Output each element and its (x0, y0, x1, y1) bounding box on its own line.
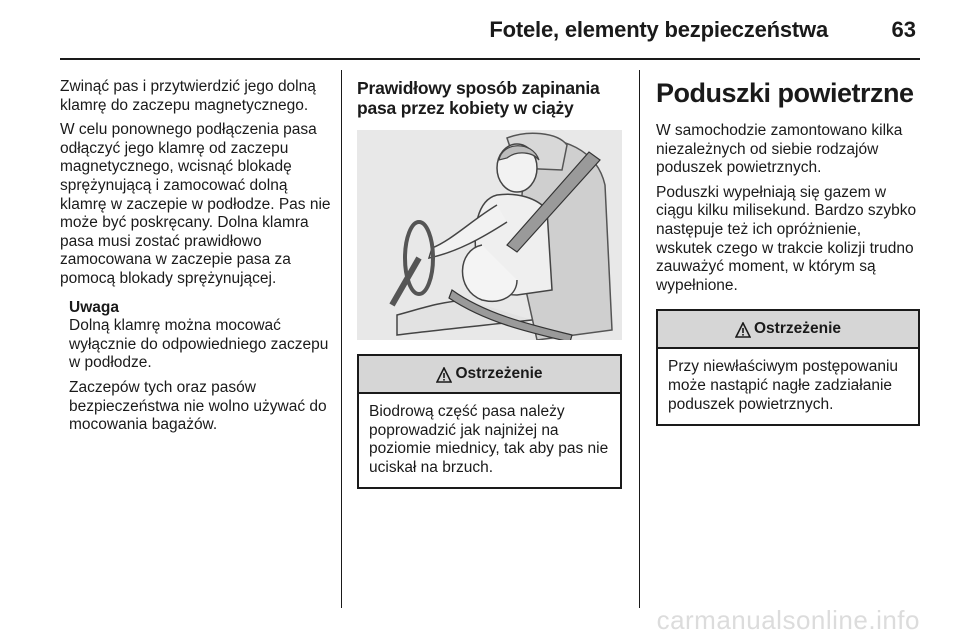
page-header (60, 0, 920, 60)
column-divider (639, 70, 640, 608)
warning-text: Biodrową część pasa należy poprowadzić jak najniżej na poziomie miednicy, tak aby pas nie uciskał na brzuch. (369, 403, 609, 476)
note-paragraph: Dolną klamrę można mocować wyłącznie do odpowiedniego zaczepu w podłodze. (69, 317, 329, 372)
pregnant-seatbelt-illustration (357, 130, 622, 340)
paragraph: Poduszki wypełniają się gazem w ciągu kilku milisekund. Bardzo szybko następuje też ich opróżnienie, wskutek czego w trakcie kolizji trudno zauważyć moment, w którym są wypełnione. (656, 183, 917, 294)
warning-title: Ostrzeżenie (753, 320, 841, 338)
column-middle (357, 78, 622, 489)
warning-header (359, 356, 620, 394)
paragraph: W samochodzie zamontowano kilka niezależnych od siebie rodzajów poduszek powietrznych. (656, 122, 903, 177)
warning-triangle-icon (436, 367, 452, 383)
warning-title: Ostrzeżenie (455, 364, 543, 382)
column-left (60, 78, 336, 441)
column-divider (341, 70, 342, 608)
warning-box (656, 309, 920, 426)
warning-text: Przy niewłaściwym postępowaniu może nastąpić nagłe zadziałanie poduszek powietrznych. (668, 358, 899, 413)
paragraph: Zwinąć pas i przytwierdzić jego dolną klamrę do zaczepu magnetycznego. (60, 78, 316, 114)
section-heading: Poduszki powietrzne (656, 78, 914, 108)
section-heading: Prawidłowy sposób zapinania pasa przez kobiety w ciąży (357, 78, 600, 118)
warning-box (357, 354, 622, 489)
section-title: Fotele, elementy bezpieczeństwa (489, 17, 828, 42)
illustration-drawing (357, 130, 622, 340)
watermark: carmanualsonline.info (656, 605, 920, 635)
note-paragraph: Zaczepów tych oraz pasów bezpieczeństwa nie wolno używać do mocowania bagażów. (69, 378, 327, 434)
column-right (656, 78, 920, 426)
warning-triangle-icon (735, 322, 751, 338)
paragraph: W celu ponownego podłączenia pasa odłączyć jego klamrę od zaczepu magnetycznego, wcisnąć blokadę sprężynującą i zamocować dolną klamrę w zaczepie w podłodze. Pas nie może być poskręcany. Dolna klamra pasa musi zostać prawidłowo zamocowana w zaczepie pasa za pomocą blokady sprężynującej. (60, 121, 331, 287)
warning-header (658, 311, 918, 349)
note-title: Uwaga (69, 298, 119, 316)
page-number: 63 (891, 17, 916, 42)
